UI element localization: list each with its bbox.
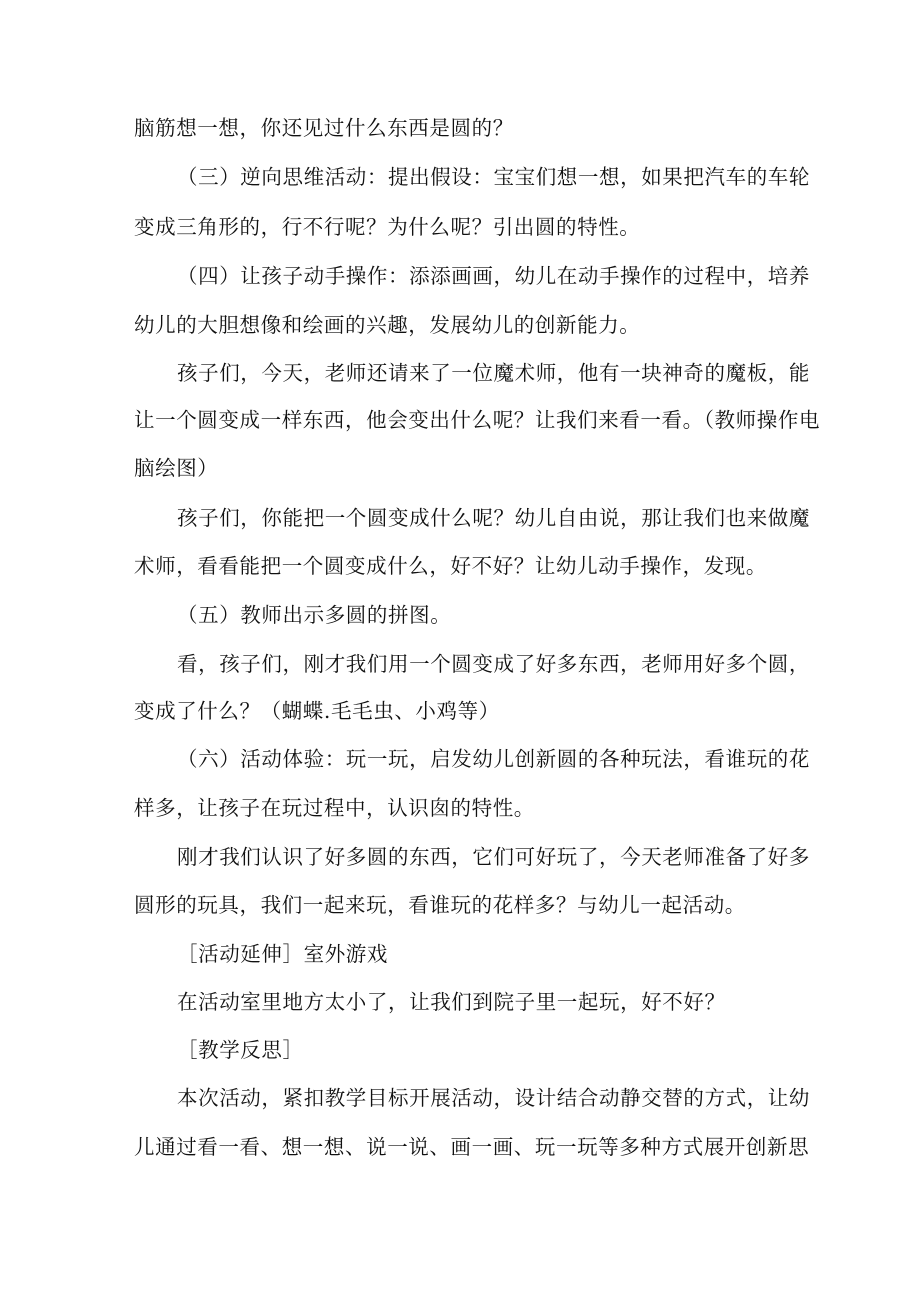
text-line: 幼儿的大胆想像和绘画的兴趣，发展幼儿的创新能力。 xyxy=(134,313,641,337)
paragraph-transform-circle: 孩子们，你能把一个圆变成什么呢？幼儿自由说，那让我们也来做魔 xyxy=(177,506,810,530)
text-line: 样多，让孩子在玩过程中，认识囱的特性。 xyxy=(134,796,535,820)
paragraph-activity-experience: （六）活动体验：玩一玩，启发幼儿创新圆的各种玩法，看谁玩的花 xyxy=(177,747,810,771)
text-line: 变成了什么？（蝴蝶.毛毛虫、小鸡等） xyxy=(134,699,500,723)
section-heading-reflection: ［教学反思］ xyxy=(177,1038,304,1062)
paragraph-outdoor: 在活动室里地方太小了，让我们到院子里一起玩，好不好？ xyxy=(177,990,726,1014)
paragraph-magician: 孩子们，今天，老师还请来了一位魔术师，他有一块神奇的魔板，能 xyxy=(177,361,810,385)
text-line: 儿通过看一看、想一想、说一说、画一画、玩一玩等多种方式展开创新思 xyxy=(134,1135,810,1159)
paragraph-reflection: 本次活动，紧扣教学目标开展活动，设计结合动静交替的方式，让幼 xyxy=(177,1086,810,1110)
paragraph-reverse-thinking: （三）逆向思维活动：提出假设：宝宝们想一想，如果把汽车的车轮 xyxy=(177,165,810,189)
text-line: 变成三角形的，行不行呢？为什么呢？引出圆的特性。 xyxy=(134,215,641,239)
paragraph-hands-on: （四）让孩子动手操作：添添画画，幼儿在动手操作的过程中，培养 xyxy=(177,264,810,288)
text-line: 术师，看看能把一个圆变成什么，好不好？让幼儿动手操作，发现。 xyxy=(134,554,767,578)
text-line: 圆形的玩具，我们一起来玩，看谁玩的花样多？与幼儿一起活动。 xyxy=(134,893,746,917)
section-heading-extension: ［活动延伸］室外游戏 xyxy=(177,942,388,966)
text-line: 脑绘图） xyxy=(134,456,219,480)
paragraph-look-children: 看，孩子们，刚才我们用一个圆变成了好多东西，老师用好多个圆， xyxy=(177,652,810,676)
paragraph-round-toys: 刚才我们认识了好多圆的东西，它们可好玩了，今天老师准备了好多 xyxy=(177,845,810,869)
text-line: 脑筋想一想，你还见过什么东西是圆的？ xyxy=(134,116,514,140)
paragraph-multi-circle-puzzle: （五）教师出示多圆的拼图。 xyxy=(177,603,452,627)
text-line: 让一个圆变成一样东西，他会变出什么呢？让我们来看一看。（教师操作电 xyxy=(134,408,821,432)
